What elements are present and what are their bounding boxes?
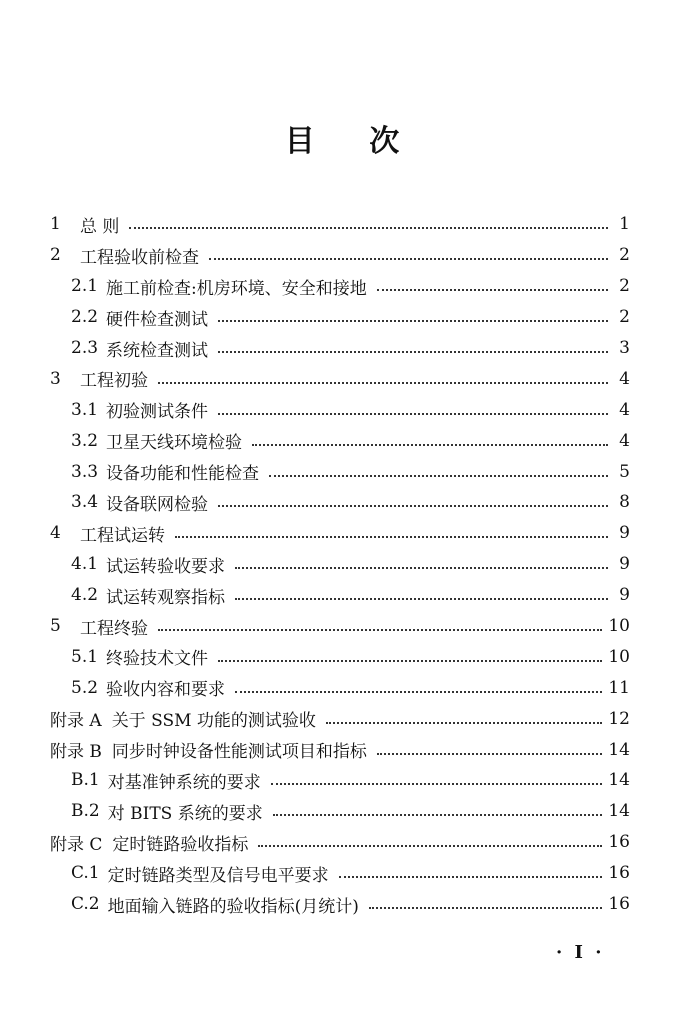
toc-entry-page: 4 [619, 430, 630, 451]
toc-entry-number: 1 [50, 214, 61, 235]
toc-entry-number: 2.1 [71, 276, 99, 297]
toc-entry-title: 设备联网检验 [106, 494, 209, 515]
toc-entry[interactable] [50, 333, 630, 364]
toc-entry-number: 4.2 [71, 585, 99, 606]
toc-entry-page: 10 [608, 616, 630, 637]
toc-entry[interactable] [50, 703, 630, 734]
toc-entry[interactable] [50, 611, 630, 642]
toc-entry-title: 定时链路类型及信号电平要求 [107, 865, 329, 886]
dot-leader [209, 258, 608, 260]
dot-leader [218, 505, 608, 507]
toc-entry-title: 试运转验收要求 [106, 556, 226, 577]
toc-entry[interactable] [50, 641, 630, 672]
table-of-contents [50, 209, 630, 919]
toc-entry-number: 附录 C [50, 834, 103, 855]
toc-entry-page: 2 [619, 307, 630, 328]
toc-entry-number: 2.2 [71, 307, 99, 328]
toc-entry[interactable] [50, 580, 630, 611]
dot-leader [273, 814, 603, 816]
dot-leader [235, 691, 602, 693]
toc-entry[interactable] [50, 302, 630, 333]
toc-entry[interactable] [50, 209, 630, 240]
toc-entry-page: 14 [608, 770, 630, 791]
toc-entry[interactable] [50, 271, 630, 302]
toc-entry-page: 14 [608, 739, 630, 760]
dot-leader [369, 907, 602, 909]
toc-entry-page: 16 [608, 863, 630, 884]
toc-entry[interactable] [50, 858, 630, 889]
toc-entry-page: 3 [619, 338, 630, 358]
toc-entry[interactable] [50, 796, 630, 827]
dot-leader [377, 753, 602, 755]
toc-entry-page: 4 [619, 399, 630, 420]
toc-entry-number: 3.1 [71, 399, 99, 420]
toc-entry-title: 对 BITS 系统的要求 [107, 803, 263, 824]
toc-entry-title: 硬件检查测试 [106, 309, 209, 330]
dot-leader [218, 351, 608, 353]
toc-entry-page: 9 [619, 585, 630, 606]
toc-entry-number: 2 [50, 245, 61, 266]
toc-entry-page: 10 [608, 646, 630, 667]
dot-leader [235, 567, 608, 569]
toc-entry[interactable] [50, 734, 630, 765]
toc-entry-title: 终验技术文件 [106, 649, 209, 670]
dot-leader [129, 227, 608, 229]
toc-entry-number: C.2 [71, 894, 100, 915]
toc-entry-title: 总 则 [80, 216, 120, 237]
toc-entry-title: 同步时钟设备性能测试项目和指标 [111, 742, 367, 763]
toc-entry-number: 5.2 [71, 677, 99, 698]
toc-entry-page: 8 [619, 492, 630, 513]
dot-leader [252, 444, 608, 446]
dot-leader [175, 536, 608, 538]
toc-entry-title: 定时链路验收指标 [112, 834, 249, 855]
dot-leader [235, 598, 608, 600]
toc-entry-number: C.1 [71, 863, 100, 884]
toc-entry-title: 施工前检查:机房环境、安全和接地 [106, 278, 367, 299]
toc-entry-title: 工程终验 [80, 618, 148, 639]
toc-entry[interactable] [50, 765, 630, 796]
dot-leader [339, 876, 603, 878]
toc-entry-number: 4 [50, 523, 61, 544]
toc-entry-number: B.2 [71, 801, 100, 822]
toc-entry-title: 验收内容和要求 [106, 680, 226, 701]
toc-entry-title: 关于 SSM 功能的测试验收 [111, 711, 316, 732]
toc-entry[interactable] [50, 827, 630, 858]
toc-entry-title: 试运转观察指标 [106, 587, 226, 608]
toc-entry-page: 5 [619, 461, 630, 482]
toc-entry[interactable] [50, 549, 630, 580]
toc-entry[interactable] [50, 518, 630, 549]
toc-entry[interactable] [50, 487, 630, 518]
toc-entry-page: 2 [619, 276, 630, 297]
dot-leader [271, 783, 603, 785]
toc-entry-title: 设备功能和性能检查 [106, 464, 260, 485]
toc-entry[interactable] [50, 889, 630, 920]
toc-entry-title: 地面输入链路的验收指标(月统计) [107, 896, 359, 917]
toc-entry-page: 16 [608, 894, 630, 915]
toc-entry-number: 附录 A [50, 711, 102, 732]
toc-entry-number: 2.3 [71, 338, 99, 358]
toc-entry-number: 附录 B [50, 742, 102, 763]
toc-entry-title: 工程试运转 [80, 525, 165, 546]
toc-entry-number: 3 [50, 368, 61, 389]
toc-entry[interactable] [50, 394, 630, 425]
toc-entry[interactable] [50, 456, 630, 487]
toc-entry[interactable] [50, 425, 630, 456]
toc-entry-title: 系统检查测试 [106, 340, 209, 361]
dot-leader [218, 660, 602, 662]
page-number-footer: · I · [556, 942, 605, 963]
toc-entry-number: 3.3 [71, 461, 99, 482]
toc-entry[interactable] [50, 363, 630, 394]
dot-leader [258, 845, 602, 847]
toc-entry-number: 4.1 [71, 554, 99, 575]
toc-entry-page: 9 [619, 554, 630, 575]
toc-entry-page: 14 [608, 801, 630, 822]
toc-entry-title: 卫星天线环境检验 [106, 433, 243, 454]
toc-entry-title: 对基准钟系统的要求 [107, 772, 261, 793]
toc-entry-number: 5 [50, 616, 61, 637]
toc-entry[interactable] [50, 240, 630, 271]
toc-entry-title: 初验测试条件 [106, 402, 209, 423]
dot-leader [377, 289, 608, 291]
page-title: 目 次 [284, 124, 422, 159]
dot-leader [158, 629, 602, 631]
dot-leader [326, 722, 602, 724]
toc-entry[interactable] [50, 672, 630, 703]
toc-entry-title: 工程初验 [80, 371, 148, 392]
toc-entry-number: 5.1 [71, 646, 99, 667]
toc-entry-page: 2 [619, 245, 630, 266]
dot-leader [269, 475, 608, 477]
dot-leader [158, 382, 608, 384]
toc-entry-page: 4 [619, 368, 630, 389]
toc-entry-page: 12 [608, 708, 630, 729]
dot-leader [218, 413, 608, 415]
toc-entry-number: 3.2 [71, 430, 99, 451]
toc-entry-page: 16 [608, 832, 630, 853]
toc-entry-number: B.1 [71, 770, 100, 791]
toc-entry-page: 1 [619, 214, 630, 235]
toc-entry-page: 9 [619, 523, 630, 544]
toc-entry-number: 3.4 [71, 492, 99, 513]
toc-entry-title: 工程验收前检查 [80, 247, 199, 268]
toc-entry-page: 11 [608, 677, 630, 698]
dot-leader [218, 320, 608, 322]
